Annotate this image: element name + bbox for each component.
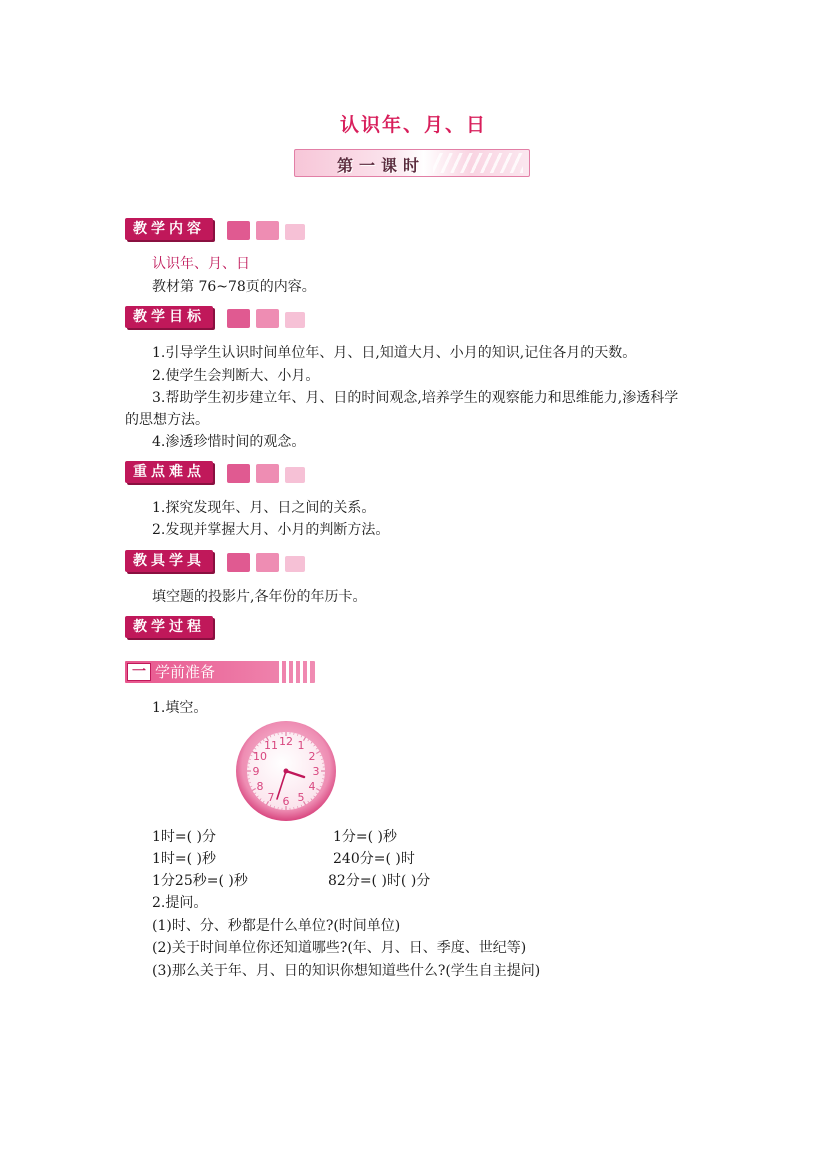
- fill-blank: 1时=( )分: [152, 829, 217, 845]
- clock-number: 5: [297, 791, 305, 804]
- page-title: 认识年、月、日: [339, 114, 487, 136]
- key-point-item: 2.发现并掌握大月、小月的判断方法。: [152, 522, 390, 538]
- subsection-label: 学前准备: [155, 663, 216, 681]
- subsection-number: 一: [127, 663, 151, 681]
- clock-number: 10: [253, 750, 267, 763]
- clock-number: 1: [297, 739, 305, 752]
- deco-square: [256, 553, 279, 572]
- deco-square: [256, 221, 279, 240]
- clock-number: 4: [308, 780, 316, 793]
- clock-number: 6: [282, 795, 290, 808]
- section-tag: 教具学具: [125, 550, 213, 572]
- deco-square: [227, 553, 250, 572]
- clock-number: 11: [264, 739, 278, 752]
- clock-image: [234, 719, 338, 823]
- section-header-content: [125, 218, 310, 240]
- clock-number: 12: [279, 735, 293, 748]
- deco-square: [227, 464, 250, 483]
- section-tag: 教学内容: [125, 218, 213, 240]
- content-topic: 认识年、月、日: [152, 256, 250, 272]
- deco-square: [227, 309, 250, 328]
- fill-blank: 1时=( )秒: [152, 851, 217, 867]
- section-header-goals: [125, 306, 310, 328]
- clock-number: 7: [267, 791, 275, 804]
- goal-item: 2.使学生会判断大、小月。: [152, 368, 320, 384]
- banner-stripes: [433, 153, 523, 173]
- fill-blank: 1分25秒=( )秒: [152, 873, 248, 889]
- key-point-item: 1.探究发现年、月、日之间的关系。: [152, 500, 376, 516]
- tools-text: 填空题的投影片,各年份的年历卡。: [152, 589, 367, 605]
- section-tag: 教学目标: [125, 306, 213, 328]
- section-header-key-points: [125, 461, 310, 483]
- clock-number: 9: [252, 765, 260, 778]
- fill-blank: 240分=( )时: [333, 851, 415, 867]
- section-header-process: [125, 616, 225, 638]
- clock-number: 2: [308, 750, 316, 763]
- deco-square: [285, 556, 305, 572]
- question-1: 1.填空。: [152, 700, 208, 716]
- deco-square: [256, 464, 279, 483]
- fill-blank: 82分=( )时( )分: [328, 873, 431, 889]
- question-2: 2.提问。: [152, 895, 208, 911]
- clock-center: [284, 769, 289, 774]
- fill-blank: 1分=( )秒: [333, 829, 398, 845]
- deco-square: [227, 221, 250, 240]
- goal-item: 4.渗透珍惜时间的观念。: [152, 434, 306, 450]
- goal-item: 3.帮助学生初步建立年、月、日的时间观念,培养学生的观察能力和思维能力,渗透科学: [152, 390, 679, 406]
- clock-number: 8: [256, 780, 264, 793]
- deco-square: [285, 224, 305, 240]
- deco-square: [256, 309, 279, 328]
- section-tag: 教学过程: [125, 616, 213, 638]
- lesson-banner: [294, 149, 530, 177]
- sub-question: (1)时、分、秒都是什么单位?(时间单位): [152, 918, 401, 934]
- deco-square: [285, 467, 305, 483]
- subsection-header-prep: [125, 661, 315, 683]
- clock-number: 3: [312, 765, 320, 778]
- goal-item-cont: 的思想方法。: [125, 412, 209, 428]
- section-tag: 重点难点: [125, 461, 213, 483]
- goal-item: 1.引导学生认识时间单位年、月、日,知道大月、小月的知识,记住各月的天数。: [152, 345, 637, 361]
- sub-question: (3)那么关于年、月、日的知识你想知道些什么?(学生自主提问): [152, 963, 541, 979]
- section-header-tools: [125, 550, 310, 572]
- lesson-banner-label: 第一课时: [337, 156, 426, 175]
- sub-question: (2)关于时间单位你还知道哪些?(年、月、日、季度、世纪等): [152, 940, 527, 956]
- subsection-bars: [279, 661, 313, 683]
- content-text: 教材第 76~78页的内容。: [152, 279, 316, 295]
- deco-square: [285, 312, 305, 328]
